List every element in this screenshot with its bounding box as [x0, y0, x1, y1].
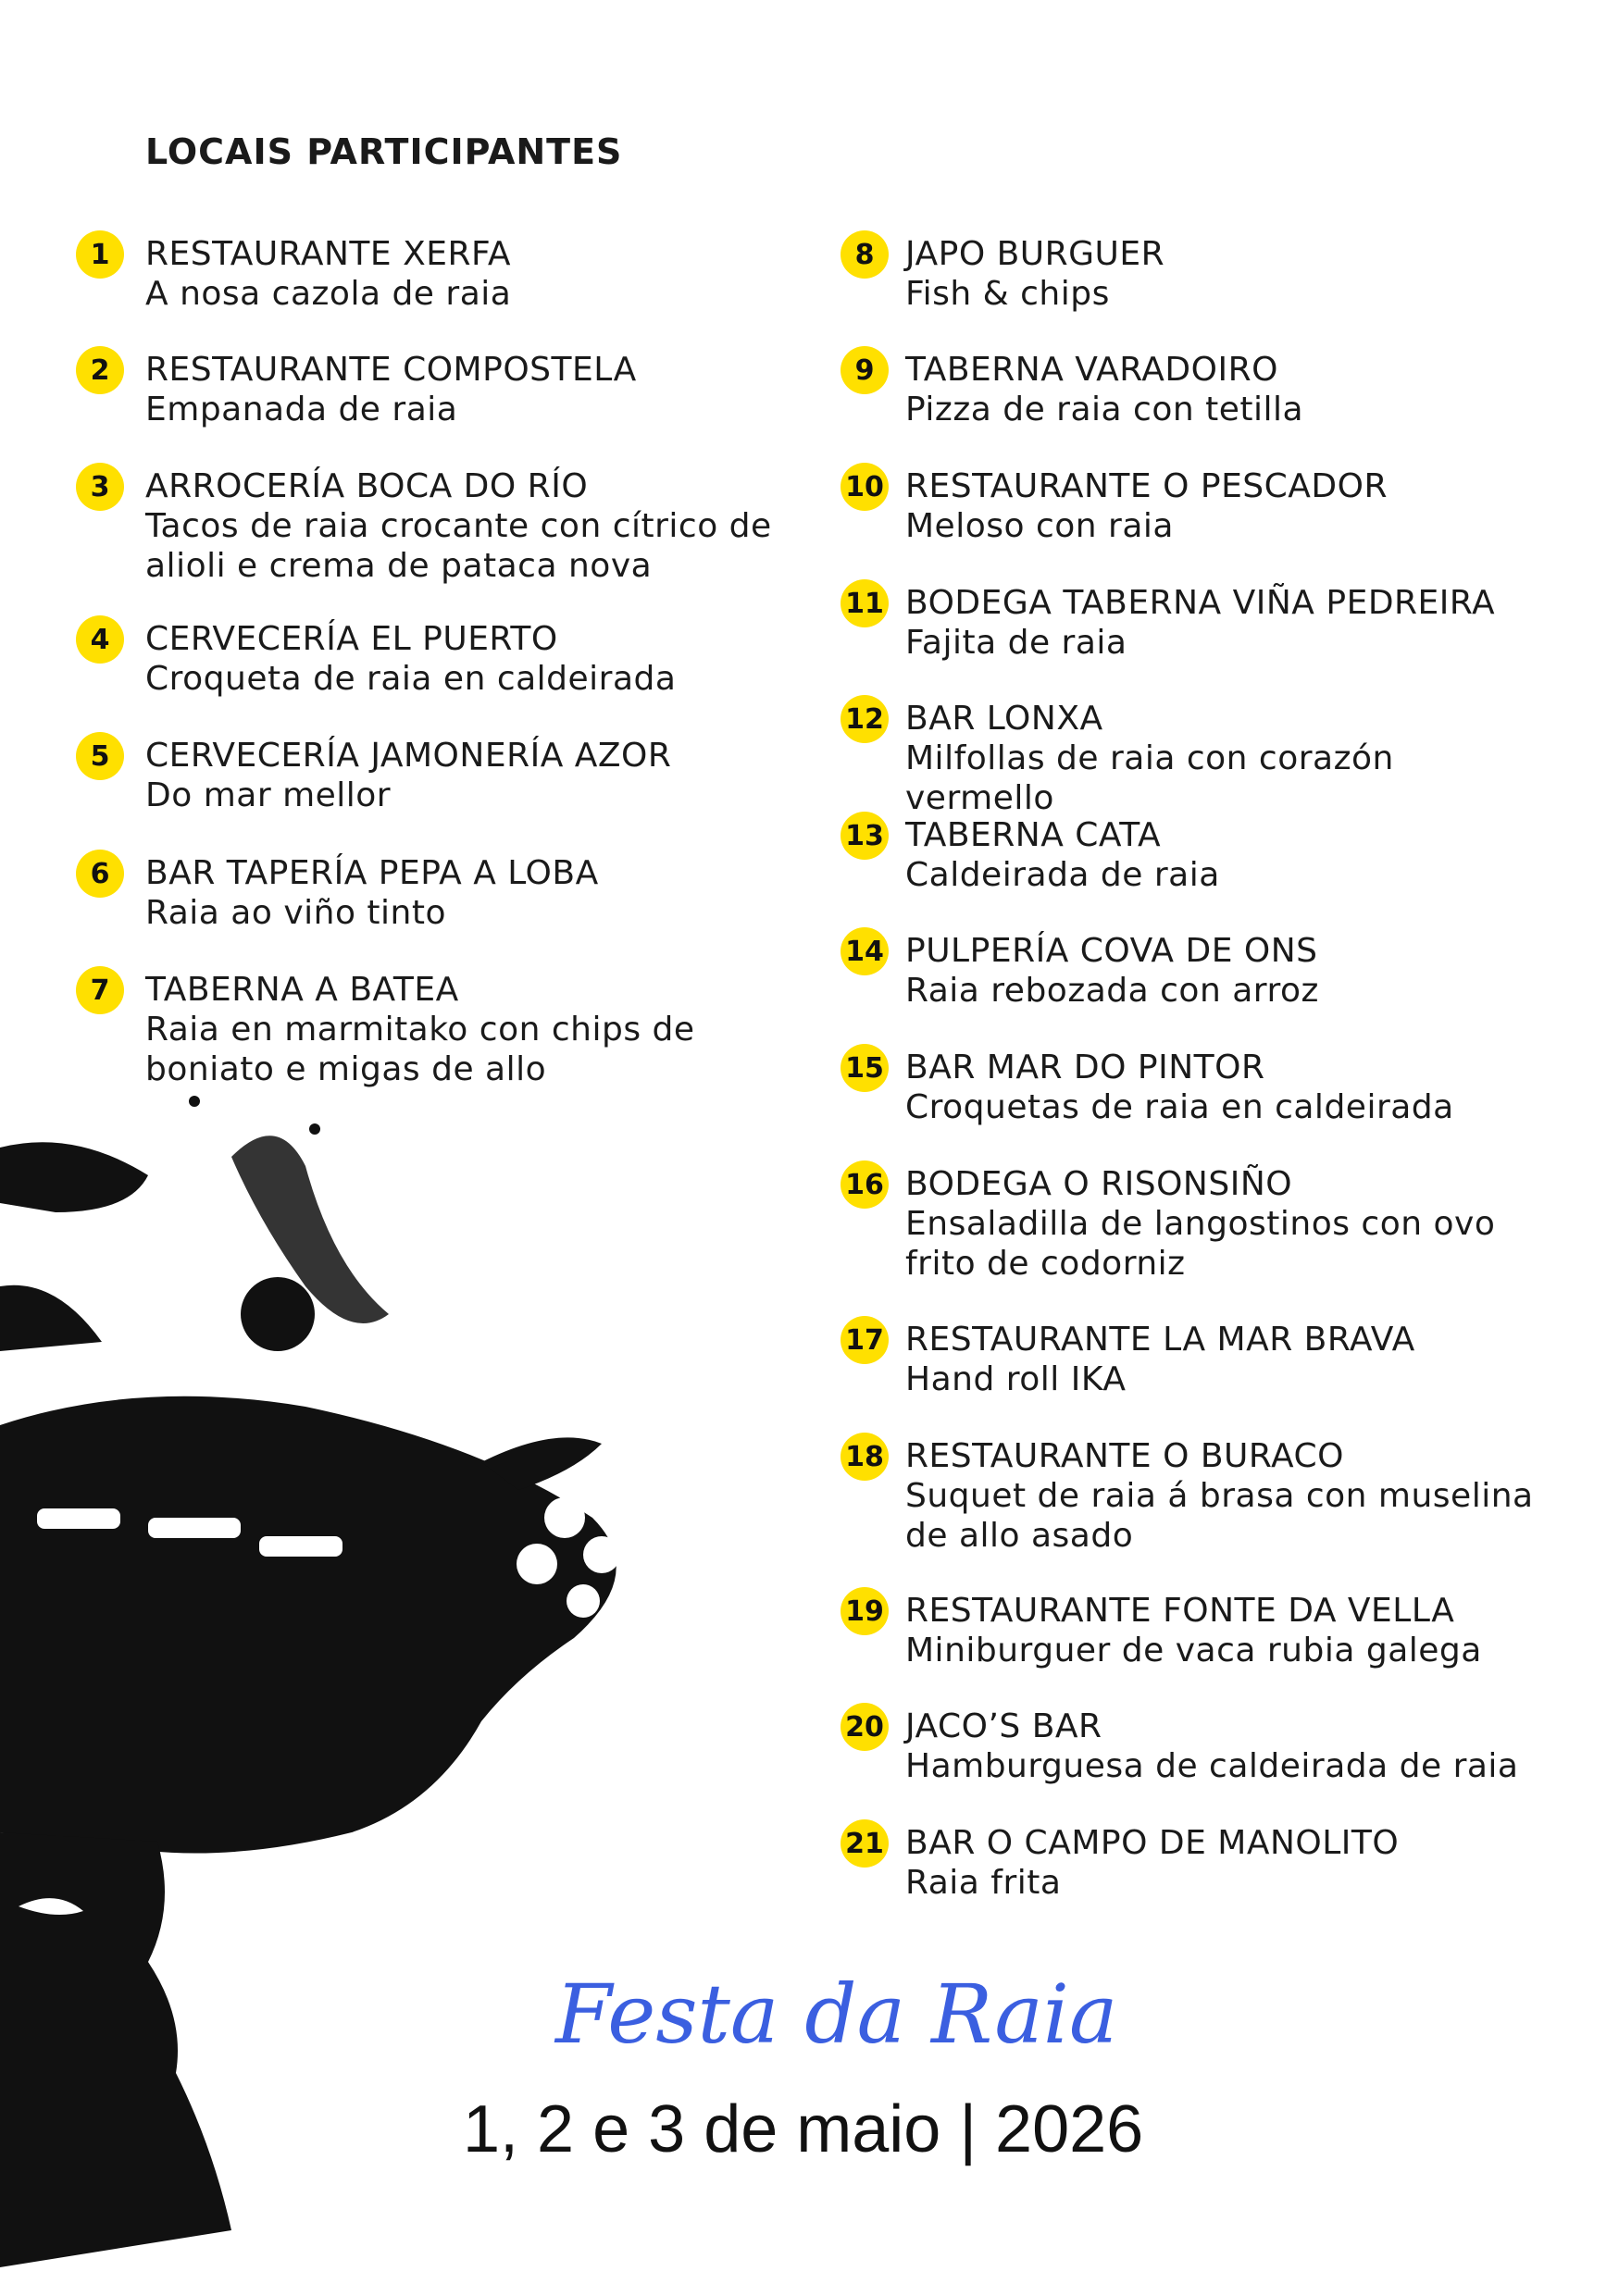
number-badge: 2	[76, 346, 124, 394]
venue-name: BAR LONXA	[905, 700, 1103, 738]
venue-name: PULPERÍA COVA DE ONS	[905, 932, 1318, 970]
number-badge: 12	[841, 695, 889, 743]
venue-dish: Croquetas de raia en caldeirada	[905, 1088, 1454, 1126]
venue-text	[905, 1320, 1415, 1399]
venue-item	[841, 234, 1164, 314]
venue-dish: Miniburguer de vaca rubia galega	[905, 1632, 1482, 1669]
venue-dish: Raia ao viño tinto	[145, 894, 446, 932]
venue-item	[841, 1320, 1415, 1399]
venue-dish: Raia rebozada con arroz	[905, 972, 1319, 1010]
venue-dish: Do mar mellor	[145, 776, 392, 814]
venue-item	[841, 815, 1220, 895]
number-badge: 7	[76, 966, 124, 1014]
number-badge: 5	[76, 732, 124, 780]
venue-name: TABERNA VARADOIRO	[905, 351, 1278, 389]
venue-text	[145, 970, 775, 1089]
venue-item	[841, 931, 1319, 1011]
venue-dish: Meloso con raia	[905, 507, 1174, 545]
venue-item	[76, 970, 775, 1089]
festival-dates: 1, 2 e 3 de maio | 2026	[463, 2092, 1144, 2166]
venue-text	[905, 1706, 1519, 1786]
venue-text	[905, 1164, 1553, 1284]
venue-dish: A nosa cazola de raia	[145, 275, 512, 313]
venue-name: JAPO BURGUER	[905, 235, 1165, 273]
venue-dish: Milfollas de raia con corazón vermello	[905, 739, 1394, 817]
venue-item	[841, 699, 1553, 818]
number-badge: 10	[841, 463, 889, 511]
venue-name: BODEGA O RISONSIÑO	[905, 1165, 1293, 1203]
venue-text	[145, 466, 775, 586]
venue-text	[905, 583, 1495, 663]
venue-name: BAR O CAMPO DE MANOLITO	[905, 1824, 1400, 1862]
number-badge: 3	[76, 463, 124, 511]
venue-name: BAR MAR DO PINTOR	[905, 1049, 1265, 1086]
venue-text	[905, 1436, 1553, 1556]
number-badge: 18	[841, 1433, 889, 1481]
venue-text	[905, 234, 1164, 314]
venue-item	[841, 1591, 1482, 1670]
venue-dish: Ensaladilla de langostinos con ovo frito de codorniz	[905, 1205, 1496, 1283]
venue-name: RESTAURANTE O BURACO	[905, 1437, 1344, 1475]
venue-dish: Tacos de raia crocante con cítrico de alioli e crema de pataca nova	[145, 507, 772, 585]
venue-item	[841, 466, 1388, 546]
venue-text	[145, 736, 671, 815]
number-badge: 17	[841, 1316, 889, 1364]
venue-text	[905, 699, 1553, 818]
venue-name: TABERNA CATA	[905, 816, 1162, 854]
venue-name: RESTAURANTE XERFA	[145, 235, 512, 273]
venue-dish: Fish & chips	[905, 275, 1110, 313]
venue-name: CERVECERÍA EL PUERTO	[145, 620, 558, 658]
venue-text	[145, 234, 511, 314]
venue-dish: Empanada de raia	[145, 391, 458, 428]
number-badge: 4	[76, 615, 124, 664]
venue-item	[76, 466, 775, 586]
number-badge: 21	[841, 1819, 889, 1868]
venue-name: RESTAURANTE COMPOSTELA	[145, 351, 637, 389]
venue-item	[841, 1048, 1454, 1127]
venue-text	[905, 1823, 1399, 1903]
venue-dish: Suquet de raia á brasa con muselina de allo asado	[905, 1477, 1534, 1555]
venue-dish: Pizza de raia con tetilla	[905, 391, 1304, 428]
venue-name: BODEGA TABERNA VIÑA PEDREIRA	[905, 584, 1496, 622]
venue-dish: Caldeirada de raia	[905, 856, 1220, 894]
venue-text	[905, 1591, 1482, 1670]
venue-name: JACO’S BAR	[905, 1707, 1102, 1745]
venue-text	[145, 853, 599, 933]
venue-text	[145, 350, 637, 429]
venue-text	[905, 931, 1319, 1011]
venue-item	[76, 853, 599, 933]
number-badge: 19	[841, 1587, 889, 1635]
venue-item	[841, 583, 1495, 663]
number-badge: 1	[76, 230, 124, 279]
number-badge: 13	[841, 812, 889, 860]
number-badge: 8	[841, 230, 889, 279]
number-badge: 14	[841, 927, 889, 975]
venue-name: TABERNA A BATEA	[145, 971, 459, 1009]
venue-item	[76, 736, 671, 815]
venue-item	[841, 1436, 1553, 1556]
venue-dish: Hamburguesa de caldeirada de raia	[905, 1747, 1519, 1785]
number-badge: 16	[841, 1160, 889, 1209]
number-badge: 15	[841, 1044, 889, 1092]
venue-text	[905, 466, 1388, 546]
venue-dish: Hand roll IKA	[905, 1360, 1127, 1398]
venue-dish: Croqueta de raia en caldeirada	[145, 660, 677, 698]
venue-item	[76, 234, 511, 314]
venue-item	[841, 1706, 1519, 1786]
number-badge: 11	[841, 579, 889, 627]
venue-item	[841, 350, 1303, 429]
venue-text	[905, 350, 1303, 429]
number-badge: 6	[76, 850, 124, 898]
venue-item	[76, 350, 637, 429]
venue-text	[905, 1048, 1454, 1127]
venue-dish: Raia en marmitako con chips de boniato e migas de allo	[145, 1011, 695, 1088]
venue-name: RESTAURANTE LA MAR BRAVA	[905, 1321, 1415, 1359]
festival-title: Festa da Raia	[555, 1967, 1118, 2062]
number-badge: 9	[841, 346, 889, 394]
venue-item	[76, 619, 676, 699]
venue-item	[841, 1823, 1399, 1903]
venue-text	[145, 619, 676, 699]
venue-name: RESTAURANTE FONTE DA VELLA	[905, 1592, 1455, 1630]
venue-dish: Raia frita	[905, 1864, 1062, 1902]
fisherwoman-illustration	[0, 1074, 778, 2267]
venue-text	[905, 815, 1220, 895]
venue-dish: Fajita de raia	[905, 624, 1127, 662]
venue-item	[841, 1164, 1553, 1284]
number-badge: 20	[841, 1703, 889, 1751]
venue-name: ARROCERÍA BOCA DO RÍO	[145, 467, 589, 505]
venue-name: RESTAURANTE O PESCADOR	[905, 467, 1388, 505]
page-title: LOCAIS PARTICIPANTES	[145, 131, 623, 172]
venue-name: CERVECERÍA JAMONERÍA AZOR	[145, 737, 672, 775]
venue-name: BAR TAPERÍA PEPA A LOBA	[145, 854, 599, 892]
